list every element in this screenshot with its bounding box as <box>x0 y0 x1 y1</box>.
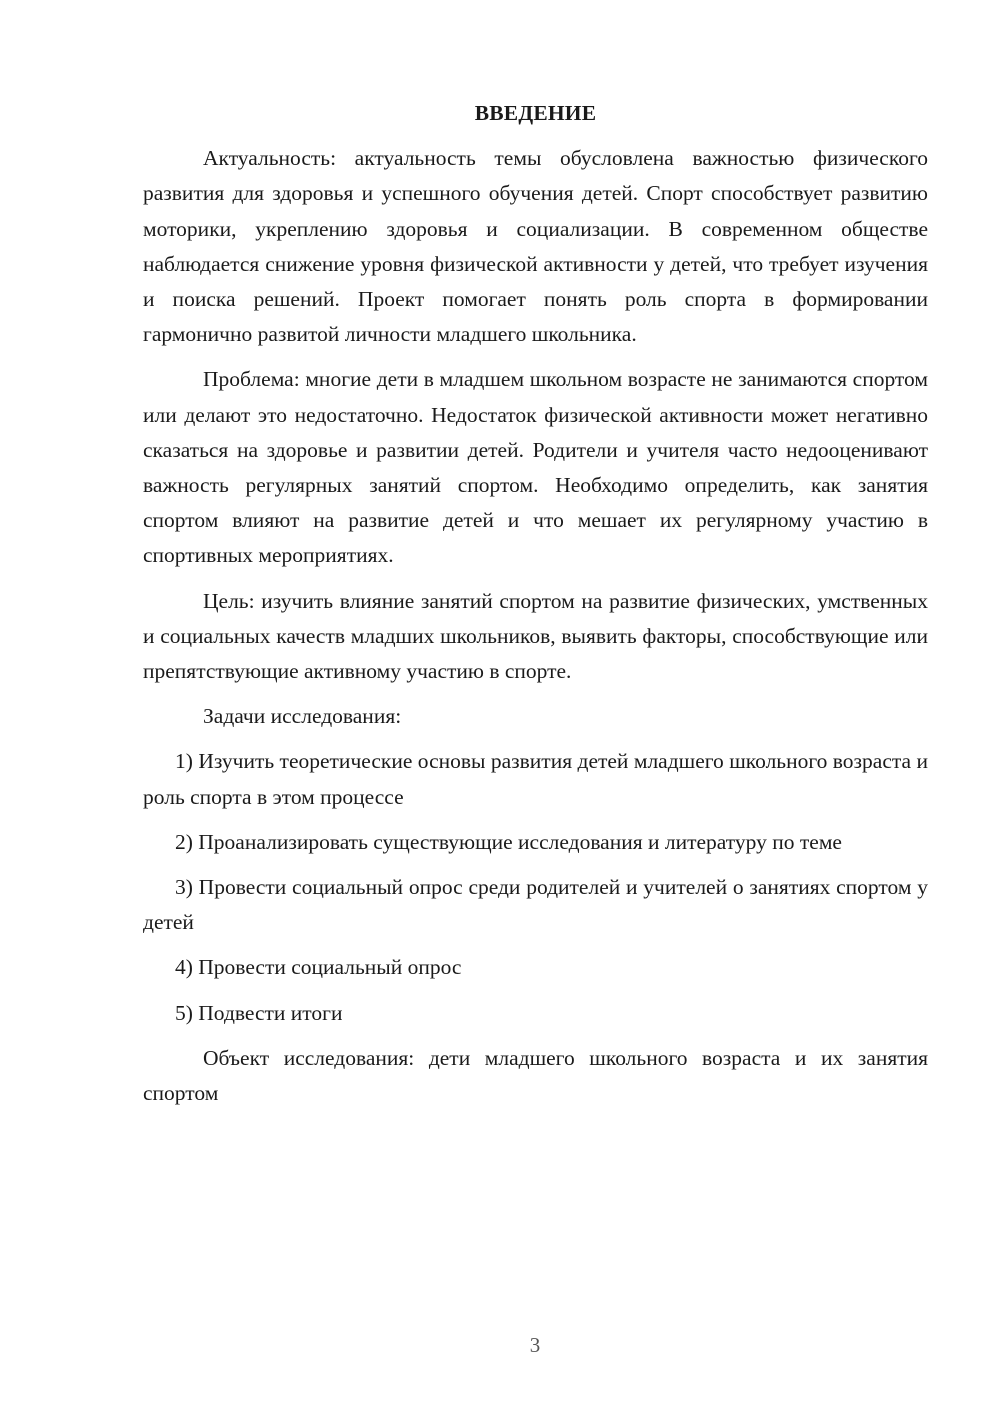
task-item-4: 4) Провести социальный опрос <box>175 955 462 980</box>
page-content <box>143 96 928 1121</box>
paragraph-problem: Проблема: многие дети в младшем школьном возрасте не занимаются спортом или делают это недостаточно. Недостаток физической активности может негативно сказаться на здоровье и развитии детей. Родители и учителя часто недооценивают важность регулярных занятий спортом. Необходимо определить, как занятия спортом влияют на развитие детей и что мешает их регулярному участию в спортивных мероприятиях. <box>143 367 928 568</box>
tasks-heading: Задачи исследования: <box>203 704 402 729</box>
page-number: 3 <box>529 1333 541 1357</box>
paragraph-object: Объект исследования: дети младшего школьного возраста и их занятия спортом <box>143 1045 928 1106</box>
paragraph-goal: Цель: изучить влияние занятий спортом на развитие физических, умственных и социальных качеств младших школьников, выявить факторы, способствующие или препятствующие активному участию в спорте. <box>143 588 928 684</box>
section-title: ВВЕДЕНИЕ <box>474 101 597 125</box>
task-item-3: 3) Провести социальный опрос среди родителей и учителей о занятиях спортом у детей <box>143 875 928 935</box>
task-item-1: 1) Изучить теоретические основы развития детей младшего школьного возраста и роль спорта в этом процессе <box>143 749 928 809</box>
task-item-2: 2) Проанализировать существующие исследования и литературу по теме <box>175 829 842 854</box>
task-item-5: 5) Подвести итоги <box>175 1000 343 1025</box>
paragraph-relevance: Актуальность: актуальность темы обусловлена важностью физического развития для здоровья и успешного обучения детей. Спорт способствует развитию моторики, укреплению здоровья и социализации. В современном обществе наблюдается снижение уровня физической активности у детей, что требует изучения и поиска решений. Проект помогает понять роль спорта в формировании гармонично развитой личности младшего школьника. <box>143 146 928 347</box>
